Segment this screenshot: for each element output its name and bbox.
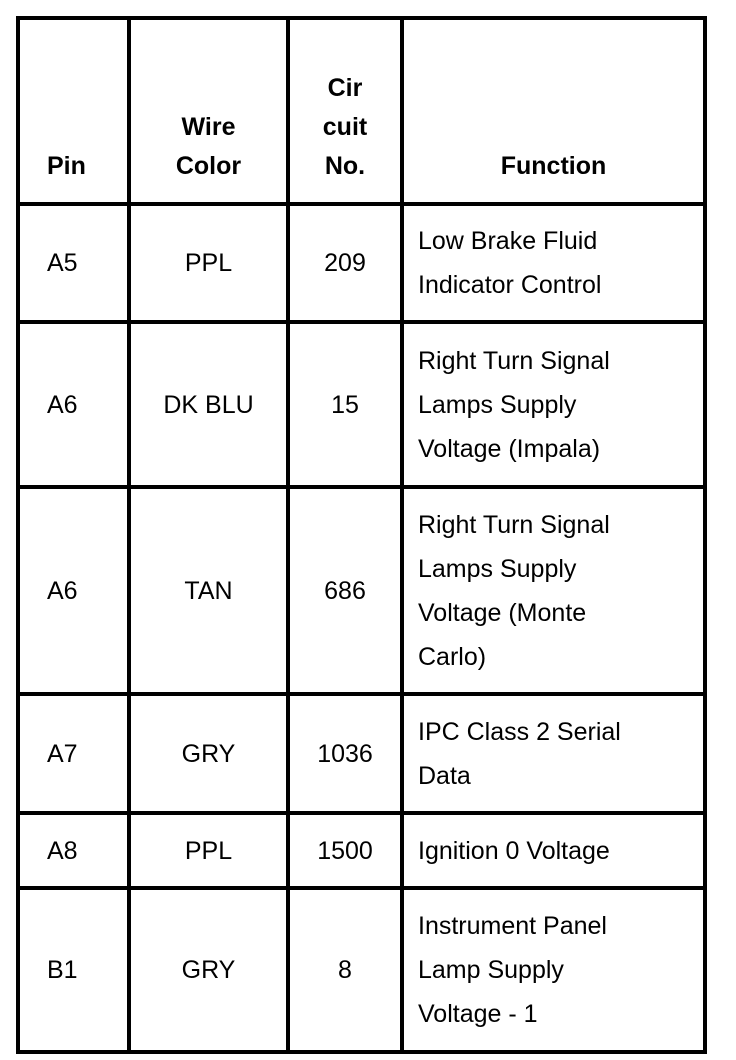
header-circuit-no: Cir cuit No.: [288, 18, 402, 204]
table-row: [18, 813, 705, 888]
cell-pin: A7: [18, 694, 129, 813]
cell-wire-color: TAN: [129, 487, 288, 694]
cell-pin: A6: [18, 322, 129, 487]
table-row: [18, 487, 705, 694]
cell-circuit-no: 1036: [288, 694, 402, 813]
cell-wire-color: DK BLU: [129, 322, 288, 487]
cell-wire-color: PPL: [129, 204, 288, 322]
cell-function: Right Turn Signal Lamps Supply Voltage (Monte Carlo): [402, 487, 705, 694]
cell-circuit-no: 8: [288, 888, 402, 1052]
cell-wire-color: GRY: [129, 888, 288, 1052]
connector-pinout-table: [16, 16, 707, 1054]
cell-pin: A8: [18, 813, 129, 888]
cell-wire-color: GRY: [129, 694, 288, 813]
cell-pin: A6: [18, 487, 129, 694]
table-row: [18, 694, 705, 813]
table-header-row: [18, 18, 705, 204]
cell-pin: A5: [18, 204, 129, 322]
cell-function: Low Brake Fluid Indicator Control: [402, 204, 705, 322]
cell-circuit-no: 686: [288, 487, 402, 694]
cell-pin: B1: [18, 888, 129, 1052]
cell-function: Right Turn Signal Lamps Supply Voltage (Impala): [402, 322, 705, 487]
cell-function: Ignition 0 Voltage: [402, 813, 705, 888]
cell-circuit-no: 15: [288, 322, 402, 487]
table-row: [18, 204, 705, 322]
header-wire-color: Wire Color: [129, 18, 288, 204]
cell-wire-color: PPL: [129, 813, 288, 888]
table-row: [18, 888, 705, 1052]
cell-circuit-no: 1500: [288, 813, 402, 888]
table-row: [18, 322, 705, 487]
header-pin: Pin: [18, 18, 129, 204]
cell-function: Instrument Panel Lamp Supply Voltage - 1: [402, 888, 705, 1052]
cell-function: IPC Class 2 Serial Data: [402, 694, 705, 813]
cell-circuit-no: 209: [288, 204, 402, 322]
header-function: Function: [402, 18, 705, 204]
